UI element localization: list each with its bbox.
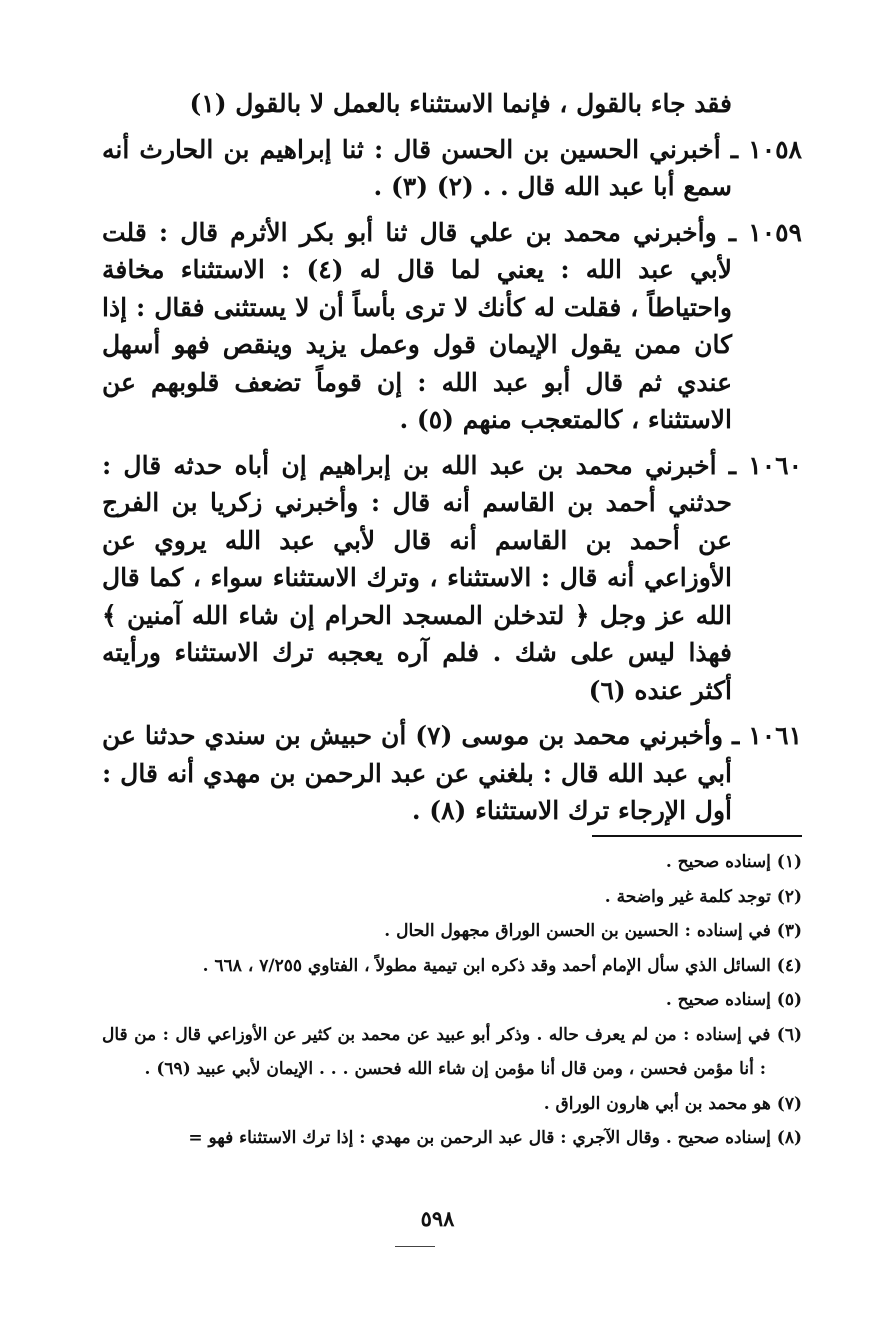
entry-dash: ـ (723, 721, 740, 750)
footnotes (102, 835, 802, 1156)
footnote-separator (592, 835, 802, 837)
footnote-8: (٨) إسناده صحيح . وقال الآجري : قال عبد الرحمن بن مهدي : إذا ترك الاستثناء فهو = (188, 1128, 802, 1148)
entry-dash: ـ (716, 217, 737, 247)
entry-text: أخبرني الحسين بن الحسن قال : ثنا إبراهيم بن الحارث أنه سمع أبا عبد الله قال . . (٢) (٣) . (102, 134, 732, 201)
footnote-2: (٢) توجد كلمة غير واضحة . (604, 886, 802, 907)
entry-dash: ـ (720, 134, 739, 164)
entry-text: وأخبرني محمد بن علي قال ثنا أبو بكر الأثرم قال : قلت لأبي عبد الله : يعني لما قال له (٤) : الاستثناء مخافة واحتياطاً ، فقلت له كأنك لا ترى بأساً أن لا يستثنى فقال : إذا كان ممن يقول الإيمان قول وعمل يزيد وينقص فهو أسهل عندي ثم قال أبو عبد الله : إن قوماً تضعف قلوبهم عن الاستثناء ، كالمتعجب منهم (٥) . (102, 217, 732, 434)
entry-text: أخبرني محمد بن عبد الله بن إبراهيم إن أباه حدثه قال : حدثني أحمد بن القاسم أنه قال : وأخبرني زكريا بن الفرج عن أحمد بن القاسم أنه قال لأبي عبد الله يروي عن الأوزاعي أنه قال : الاستثناء ، وترك الاستثناء سواء ، كما قال الله عز وجل ﴿ لتدخلن المسجد الحرام إن شاء الله آمنين ﴾ فهذا ليس على شك . فلم آره يعجبه ترك الاستثناء ورأيته أكثر عنده (٦) (102, 450, 732, 705)
footnote-6: (٦) في إسناده : من لم يعرف حاله . وذكر أبو عبيد عن محمد بن كثير عن الأوزاعي قال : من قال : أنا مؤمن فحسن ، ومن قال أنا مؤمن إن شاء الله فحسن . . . الإيمان لأبي عبيد (٦٩) . (102, 1024, 802, 1079)
footnote-5: (٥) إسناده صحيح . (665, 990, 802, 1010)
footnote-7: (٧) هو محمد بن أبي هارون الوراق . (543, 1093, 802, 1114)
entry-number: ١٠٥٨ (748, 134, 802, 164)
entry-1060 (102, 447, 802, 710)
entry-1059 (102, 214, 802, 439)
page-number-underline (395, 1246, 435, 1247)
page-number: ٥٩٨ (420, 1206, 455, 1231)
entry-number: ١٠٦٠ (748, 450, 802, 480)
footnote-3: (٣) في إسناده : الحسين بن الحسن الوراق مجهول الحال . (384, 921, 802, 941)
entry-text: وأخبرني محمد بن موسى (٧) أن حبيش بن سندي حدثنا عن أبي عبد الله قال : بلغني عن عبد الرحمن بن مهدي أنه قال : أول الإرجاء ترك الاستثناء (٨) . (102, 721, 732, 825)
entry-1061 (102, 717, 802, 830)
continuation-line: فقد جاء بالقول ، فإنما الاستثناء بالعمل لا بالقول (١) (189, 89, 732, 118)
footnote-4: (٤) السائل الذي سأل الإمام أحمد وقد ذكره ابن تيمية مطولاً ، الفتاوي ٧/٢٥٥ ، ٦٦٨ . (202, 955, 802, 976)
entry-1058 (102, 131, 802, 206)
footnote-1: (١) إسناده صحيح . (665, 852, 802, 872)
main-text (102, 85, 802, 830)
entry-number: ١٠٦١ (748, 721, 803, 750)
entry-dash: ـ (716, 450, 737, 480)
entry-number: ١٠٥٩ (748, 217, 802, 247)
